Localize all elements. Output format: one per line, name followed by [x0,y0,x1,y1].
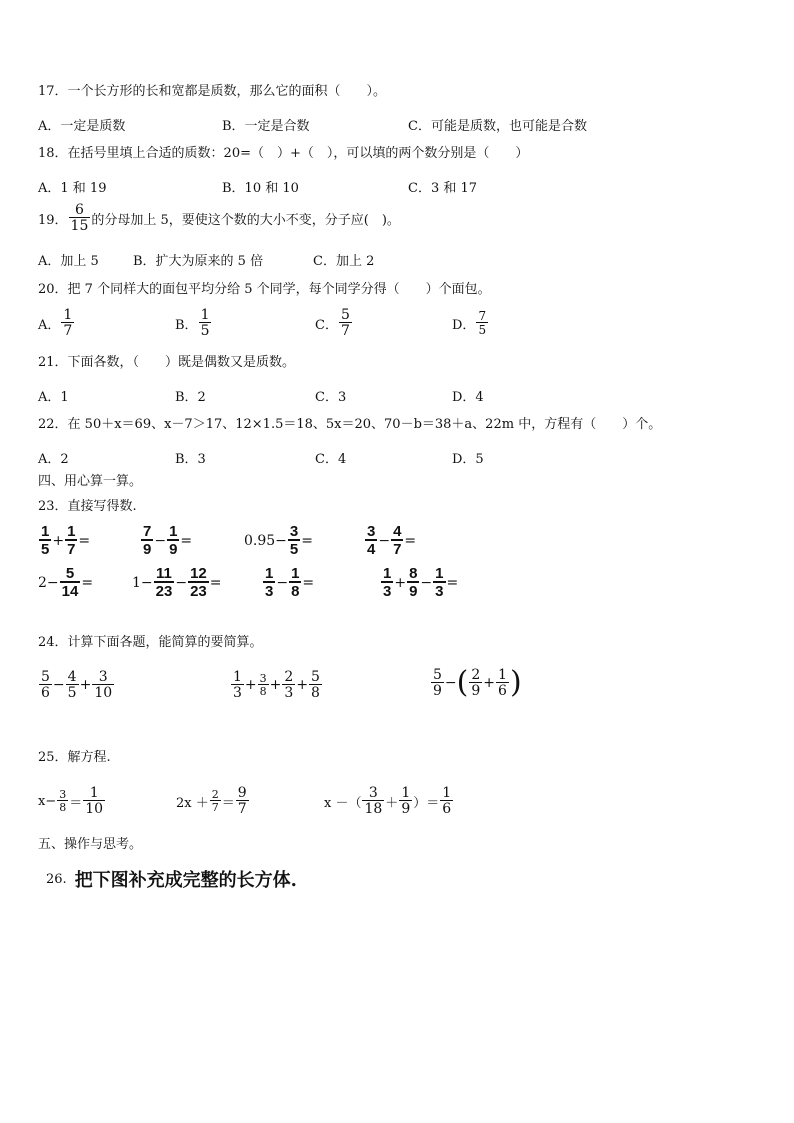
q26-text: 把下图补充成完整的长方体. [74,870,297,891]
q19-frac-numerator: 6 [75,202,84,218]
q19-option-b[interactable]: B．扩大为原来的 5 倍 [133,254,264,269]
denominator: 3 [265,583,274,600]
operator: + [79,677,92,693]
numerator: 1 [435,565,444,582]
operator: − [175,574,188,591]
denominator: 8 [59,801,67,814]
denominator: 9 [471,683,481,699]
numerator: 1 [63,307,73,323]
denominator: 3 [435,583,444,600]
right-paren: ) [509,665,522,700]
fraction [39,524,51,557]
q20-label-c: C． [315,317,338,333]
denominator: 3 [233,685,242,701]
numerator: 7 [143,523,152,540]
fraction [236,786,249,816]
q19-number: 19． [38,212,68,228]
fraction [83,786,105,816]
q24-stem: 24．计算下面各题，能简算的要简算。 [38,635,263,650]
numerator: 8 [409,565,418,582]
denominator: 23 [190,583,207,600]
operand: 0.95− [244,532,287,549]
operator: − [444,675,457,691]
equals-sign: = [404,532,417,549]
fraction [60,566,81,599]
q25-equation-1 [38,786,106,816]
operand: 1− [132,574,153,591]
operator: + [296,677,309,693]
equals-sign: ＝ [69,795,83,811]
numerator: 12 [190,565,207,582]
q23-item-3 [244,524,313,557]
denominator: 9 [143,541,152,558]
denominator: 5 [289,541,299,558]
q23-stem: 23．直接写得数. [38,499,137,514]
fraction [263,566,275,599]
fraction [309,670,322,700]
numerator: 3 [289,523,299,540]
equals-sign: = [81,574,94,591]
operand: x− [38,793,57,809]
operator: + [52,532,65,549]
q20-stem: 20．把 7 个同样大的面包平均分给 5 个同学，每个同学分得（ ）个面包。 [38,282,491,297]
numerator: 2 [284,669,294,685]
operand: 2− [38,574,59,591]
denominator: 9 [433,683,442,699]
equals-sign: = [209,574,222,591]
q23-item-4 [364,524,416,557]
operator: + [244,677,257,693]
numerator: 4 [393,523,402,540]
numerator: 3 [59,788,67,801]
fraction [141,524,153,557]
fraction [407,566,419,599]
operator: − [52,677,65,693]
q22-option-b[interactable]: B．3 [175,452,206,467]
numerator: 2 [211,788,219,801]
numerator: 1 [200,307,210,323]
numerator: 4 [67,669,77,685]
denominator: 10 [85,801,104,817]
q22-option-d[interactable]: D．5 [452,452,484,467]
numerator: 3 [367,523,376,540]
fraction [391,524,403,557]
q19-fraction [69,203,91,233]
q25-equation-3 [324,786,454,816]
fraction [39,670,52,700]
q22-stem: 22．在 50＋x＝69、x－7＞17、12×1.5＝18、5x＝20、70－b＝38＋a、22m 中，方程有（ ）个。 [38,417,662,432]
q17-option-b[interactable]: B．一定是合数 [222,119,310,134]
q20-label-a: A． [38,317,61,333]
q25-equation-2 [176,786,250,816]
q18-stem: 18．在括号里填上合适的质数：20=（ ）+（ ），可以填的两个数分别是（ ） [38,146,529,161]
equals-sign: ＝ [221,795,235,811]
denominator: 14 [61,583,79,600]
numerator: 3 [368,785,378,801]
q20-option-d[interactable] [452,310,489,336]
fraction [188,566,209,599]
q20-label-b: B． [175,317,198,333]
numerator: 2 [471,667,481,683]
numerator: 3 [98,669,108,685]
q20-frac-a [61,308,74,338]
denominator: 9 [409,583,418,600]
equals-sign: = [301,532,313,549]
q21-option-d[interactable]: D．4 [452,390,484,405]
numerator: 1 [169,523,178,540]
denominator: 6 [41,685,50,701]
fraction [57,789,68,813]
denominator: 5 [41,541,50,558]
denominator: 9 [169,541,178,558]
denominator: 23 [155,583,173,600]
numerator: 5 [311,669,320,685]
q23-item-2 [140,524,192,557]
denominator: 5 [67,685,77,701]
q20-frac-b [199,308,212,338]
denominator: 4 [367,541,376,558]
numerator: 9 [237,785,247,801]
q19-stem [38,203,400,233]
q20-option-a[interactable] [38,308,75,338]
q19-option-c[interactable]: C．加上 2 [313,254,375,269]
denominator: 5 [478,323,487,337]
q20-option-c[interactable] [315,308,353,338]
numerator: 1 [265,565,274,582]
section-5-heading: 五、操作与思考。 [38,837,143,852]
numerator: 3 [259,672,267,685]
left-paren: ( [456,665,469,700]
operand: x －（ [324,795,362,811]
fraction [469,668,482,698]
q23-item-7 [262,566,314,599]
equals-sign: = [302,574,315,591]
q25-stem: 25．解方程. [38,750,111,765]
operator: − [420,574,433,591]
denominator: 3 [383,583,392,600]
equals-sign: = [78,532,91,549]
q23-item-8 [380,566,458,599]
q20-label-d: D． [452,317,476,333]
q23-item-1 [38,524,90,557]
q21-stem: 21．下面各数，（ ）既是偶数又是质数。 [38,355,296,370]
equals-sign: = [446,574,459,591]
numerator: 7 [478,309,487,323]
operator: + [269,677,282,693]
denominator: 8 [291,583,300,600]
fraction [282,670,295,700]
q22-option-a[interactable]: A．2 [38,452,69,467]
q20-option-b[interactable] [175,308,212,338]
denominator: 18 [364,801,383,817]
numerator: 1 [498,667,507,683]
q26-stem [46,866,297,892]
operator: − [378,532,391,549]
q18-option-b[interactable]: B．10 和 10 [222,181,299,196]
fraction [154,566,175,599]
denominator: 7 [393,541,402,558]
fraction [66,670,79,700]
numerator: 1 [383,565,392,582]
numerator: 1 [442,785,452,801]
denominator: 6 [442,801,452,817]
fraction [362,786,384,816]
q23-item-5 [38,566,93,599]
fraction [399,786,412,816]
q18-option-c[interactable]: C．3 和 17 [408,181,478,196]
fraction [210,789,221,813]
fraction [431,668,444,698]
q22-option-c[interactable]: C．4 [315,452,347,467]
q18-option-a[interactable]: A．1 和 19 [38,181,107,196]
fraction [288,524,300,557]
denominator: 8 [259,685,267,698]
numerator: 1 [291,565,300,582]
q19-option-a[interactable]: A．加上 5 [38,254,99,269]
denominator: 5 [200,323,210,339]
denominator: 7 [237,801,247,817]
fraction [440,786,453,816]
fraction [289,566,301,599]
section-4-heading: 四、用心算一算。 [38,474,143,489]
q21-option-b[interactable]: B．2 [175,390,206,405]
q26-number: 26. [46,871,67,887]
equals-sign: = [180,532,193,549]
q19-frac-denominator: 15 [70,218,89,234]
q21-option-c[interactable]: C．3 [315,390,347,405]
fraction [496,668,509,698]
q23-item-6 [132,566,221,599]
denominator: 7 [211,801,219,814]
operator: + [483,675,496,691]
q24-expression-2 [230,670,323,700]
denominator: 9 [401,801,411,817]
fraction [365,524,377,557]
numerator: 5 [65,565,75,582]
numerator: 5 [340,307,350,323]
numerator: 1 [67,523,76,540]
denominator: 8 [311,685,320,701]
q24-expression-1 [38,670,115,700]
denominator: 3 [284,685,294,701]
q20-frac-d [476,310,488,336]
fraction [92,670,114,700]
fraction [65,524,77,557]
q17-stem: 17．一个长方形的长和宽都是质数，那么它的面积（ ）。 [38,84,387,99]
fraction [381,566,393,599]
q19-text: 的分母加上 5，要使这个数的大小不变，分子应( )。 [91,212,400,228]
fraction [231,670,244,700]
numerator: 1 [89,785,99,801]
q17-option-c[interactable]: C．可能是质数，也可能是合数 [408,119,587,134]
numerator: 1 [401,785,411,801]
denominator: 10 [94,685,113,701]
q24-expression-3 [430,665,522,700]
denominator: 7 [340,323,350,339]
operator: − [154,532,167,549]
denominator: 6 [498,683,507,699]
operator: + [394,574,407,591]
numerator: 11 [156,565,172,582]
operator: ）＝ [413,795,440,811]
fraction [167,524,179,557]
fraction [258,673,269,697]
numerator: 5 [433,667,442,683]
q20-frac-c [339,308,352,338]
operator: − [276,574,289,591]
q21-option-a[interactable]: A．1 [38,390,69,405]
q17-option-a[interactable]: A．一定是质数 [38,119,126,134]
denominator: 7 [67,541,76,558]
fraction [433,566,445,599]
operator: ＋ [385,795,399,811]
numerator: 1 [41,523,50,540]
operand: 2x ＋ [176,795,209,811]
numerator: 1 [233,669,242,685]
denominator: 7 [63,323,73,339]
numerator: 5 [41,669,50,685]
